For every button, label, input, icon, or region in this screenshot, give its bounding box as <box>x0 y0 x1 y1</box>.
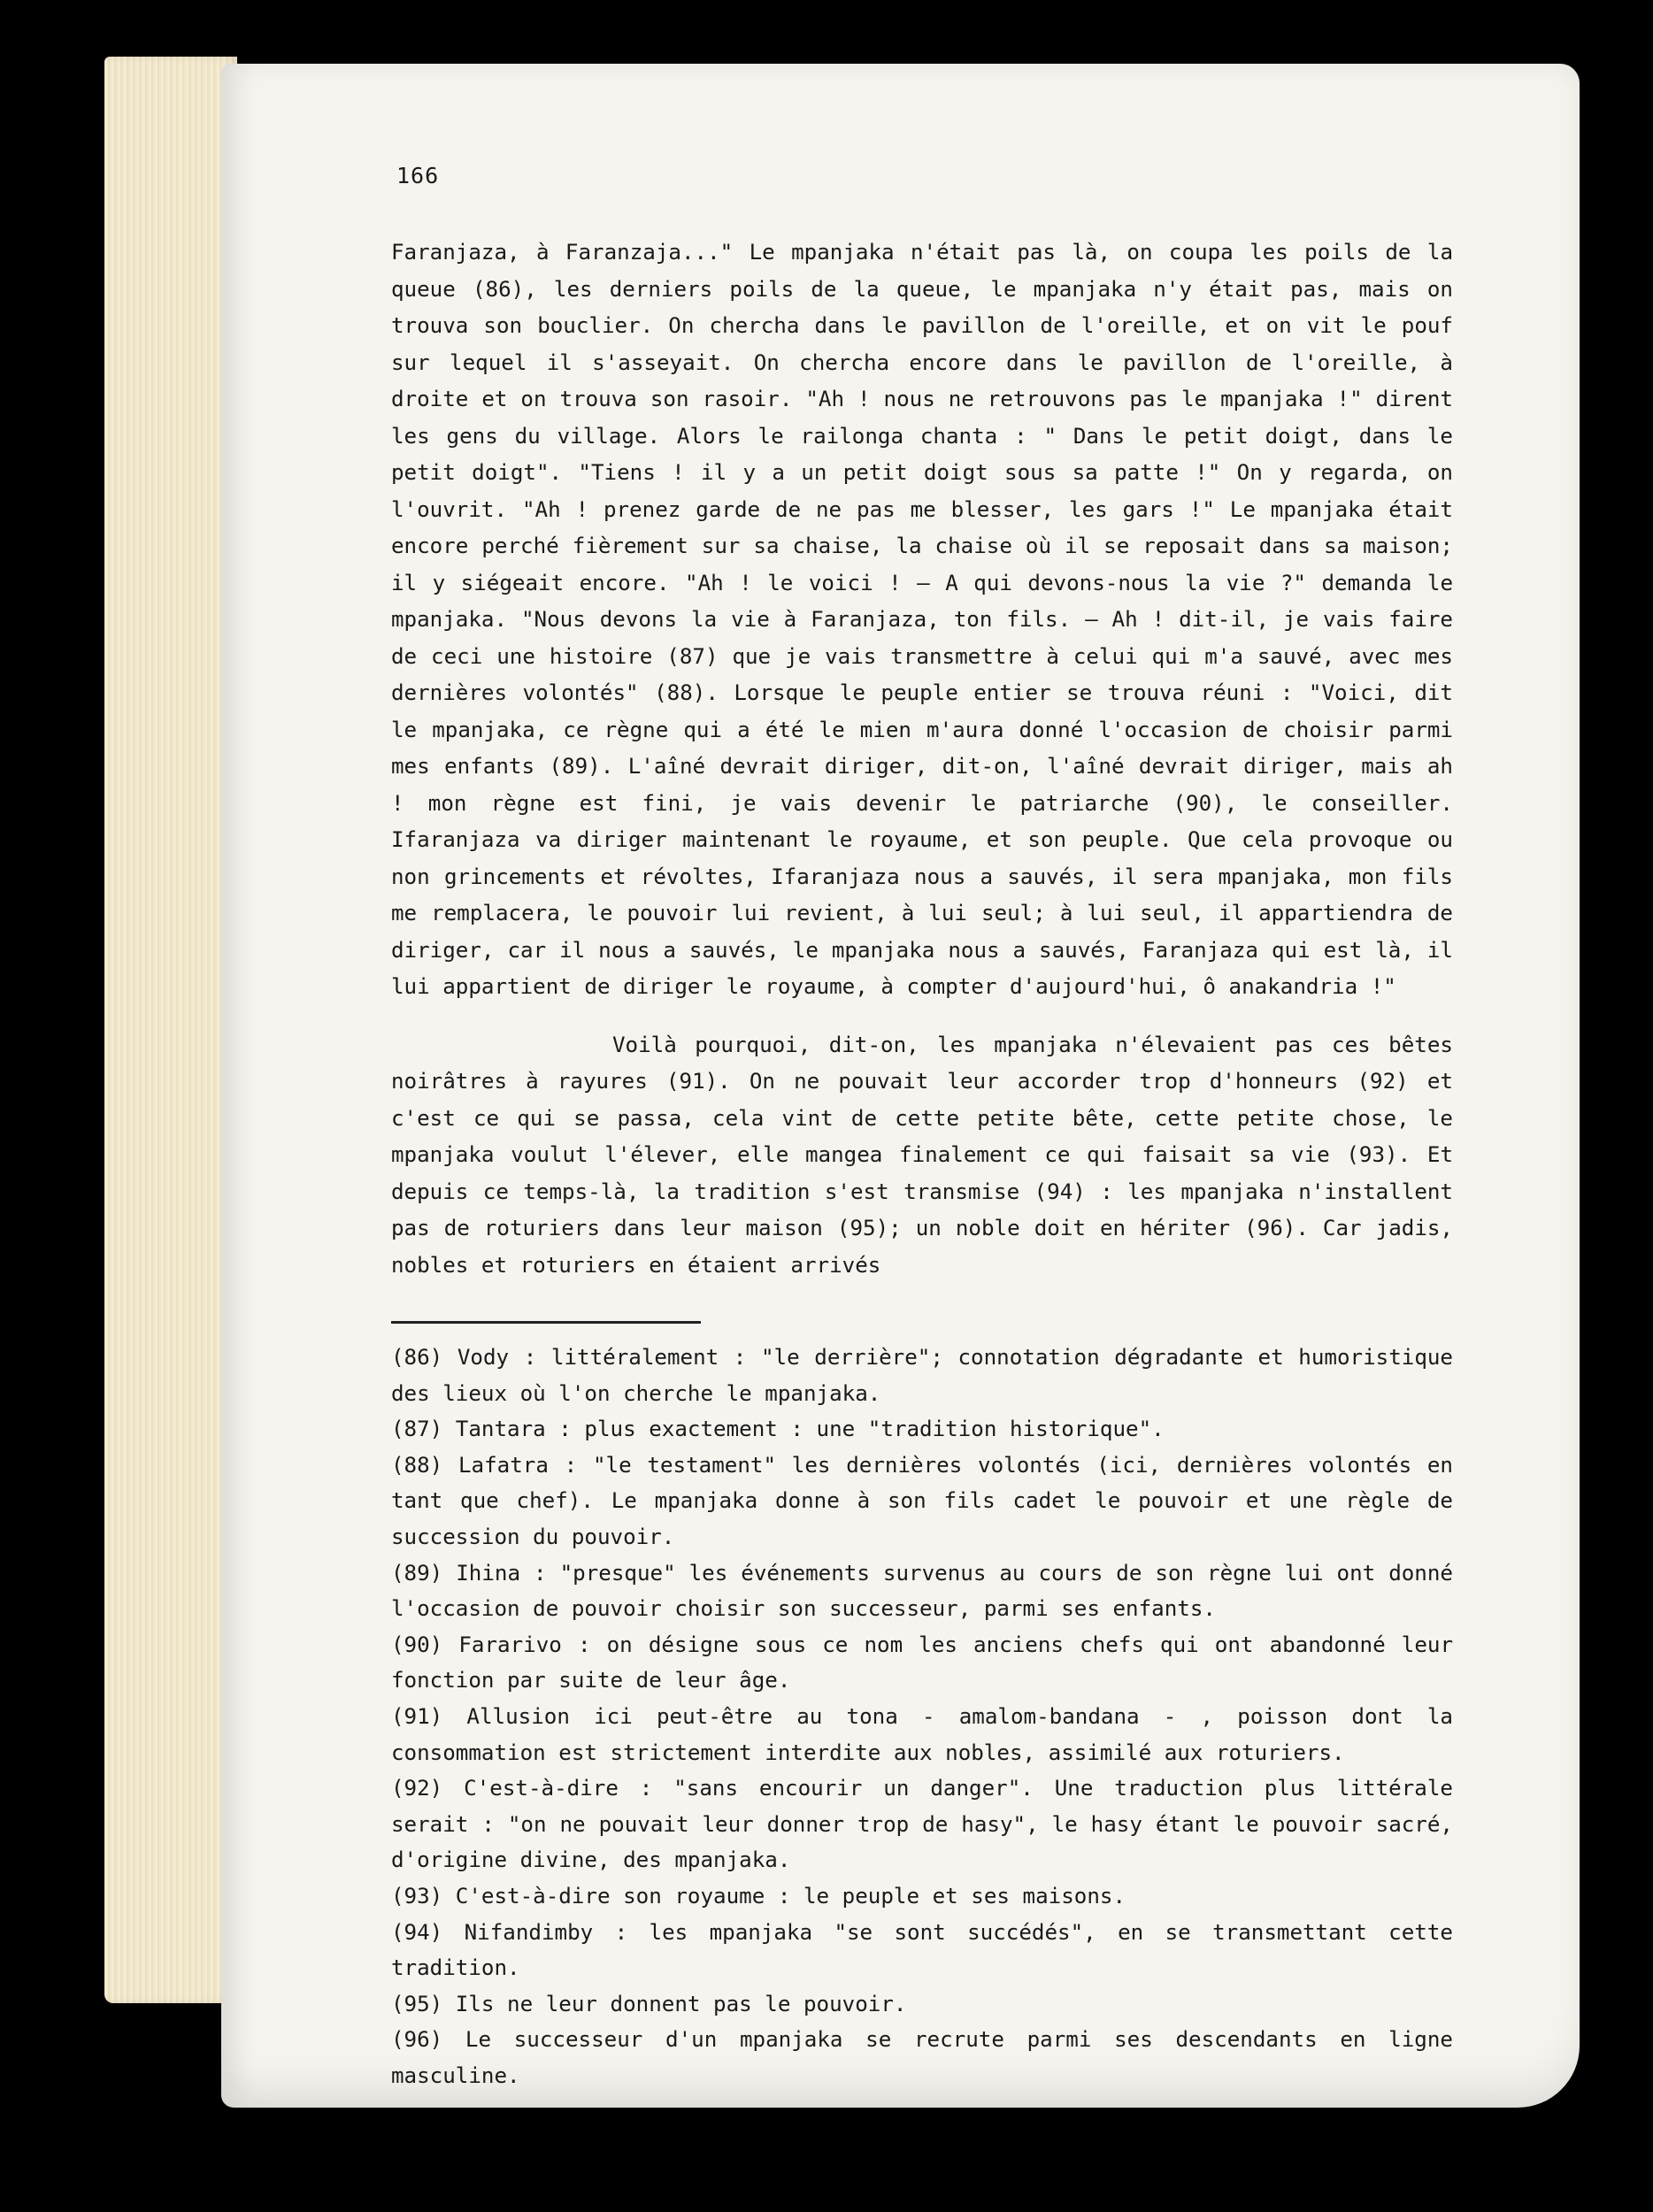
body-paragraph-1: Faranjaza, à Faranzaja..." Le mpanjaka n'était pas là, on coupa les poils de la queue (86), les derniers poils de la queue, le mpanjaka n'y était pas, mais on trouva son bouclier. On chercha dans le pavillon de l'oreille, et on vit le pouf sur lequel il s'asseyait. On chercha encore dans le pavillon de l'oreille, à droite et on trouva son rasoir. "Ah ! nous ne retrouvons pas le mpanjaka !" dirent les gens du village. Alors le railonga chanta : " Dans le petit doigt, dans le petit doigt". "Tiens ! il y a un petit doigt sous sa patte !" On y regarda, on l'ouvrit. "Ah ! prenez garde de ne pas me blesser, les gars !" Le mpanjaka était encore perché fièrement sur sa chaise, la chaise où il se reposait dans sa maison; il y siégeait encore. "Ah ! le voici ! — A qui devons-nous la vie ?" demanda le mpanjaka. "Nous devons la vie à Faranjaza, ton fils. — Ah ! dit-il, je vais faire de ceci une histoire (87) que je vais transmettre à celui qui m'a sauvé, avec mes dernières volontés" (88). Lorsque le peuple entier se trouva réuni : "Voici, dit le mpanjaka, ce règne qui a été le mien m'aura donné l'occasion de choisir parmi mes enfants (89). L'aîné devrait diriger, dit-on, l'aîné devrait diriger, mais ah ! mon règne est fini, je vais devenir le patriarche (90), le conseiller. Ifaranjaza va diriger maintenant le royaume, et son peuple. Que cela provoque ou non grincements et révoltes, Ifaranjaza nous a sauvés, il sera mpanjaka, mon fils me remplacera, le pouvoir lui revient, à lui seul; à lui seul, il appartiendra de diriger, car il nous a sauvés, le mpanjaka nous a sauvés, Faranjaza qui est là, il lui appartient de diriger le royaume, à compter d'aujourd'hui, ô anakandria !" <box>391 240 1453 999</box>
page-block-edge <box>104 57 237 2003</box>
footnote-95: (95) Ils ne leur donnent pas le pouvoir. <box>391 1991 907 2016</box>
footnote-separator <box>391 1321 701 1324</box>
footnote-87: (87) Tantara : plus exactement : une "tradition historique". <box>391 1417 1165 1442</box>
body-text <box>391 234 1453 1284</box>
footnote-96: (96) Le successeur d'un mpanjaka se recrute parmi ses descendants en ligne masculine. <box>391 2027 1453 2088</box>
footnotes <box>391 1340 1453 2093</box>
footnote-88: (88) Lafatra : "le testament" les dernières volontés (ici, dernières volontés en tant que chef). Le mpanjaka donne à son fils cadet le pouvoir et une règle de succession du pouvoir. <box>391 1452 1453 1549</box>
footnote-90: (90) Fararivo : on désigne sous ce nom les anciens chefs qui ont abandonné leur fonction par suite de leur âge. <box>391 1632 1453 1694</box>
footnote-91: (91) Allusion ici peut-être au tona - amalom-bandana - , poisson dont la consommation est strictement interdite aux nobles, assimilé aux roturiers. <box>391 1703 1453 1765</box>
footnote-86: (86) Vody : littéralement : "le derrière"; connotation dégradante et humoristique des lieux où l'on cherche le mpanjaka. <box>391 1345 1453 1406</box>
footnote-92: (92) C'est-à-dire : "sans encourir un danger". Une traduction plus littérale serait : "on ne pouvait leur donner trop de hasy", le hasy étant le pouvoir sacré, d'origine divine, des mpanjaka. <box>391 1776 1453 1873</box>
page-number: 166 <box>396 163 440 188</box>
footnote-89: (89) Ihina : "presque" les événements survenus au cours de son règne lui ont donné l'occasion de pouvoir choisir son successeur, parmi ses enfants. <box>391 1560 1453 1622</box>
footnote-93: (93) C'est-à-dire son royaume : le peuple et ses maisons. <box>391 1883 1126 1909</box>
page-content <box>391 163 1453 2093</box>
book-page <box>221 64 1580 2108</box>
footnote-94: (94) Nifandimby : les mpanjaka "se sont succédés", en se transmettant cette tradition. <box>391 1919 1453 1981</box>
body-paragraph-2: Voilà pourquoi, dit-on, les mpanjaka n'élevaient pas ces bêtes noirâtres à rayures (91). On ne pouvait leur accorder trop d'honneurs (92) et c'est ce qui se passa, cela vint de cette petite bête, cette petite chose, le mpanjaka voulut l'élever, elle mangea finalement ce qui faisait sa vie (93). Et depuis ce temps-là, la tradition s'est transmise (94) : les mpanjaka n'installent pas de roturiers dans leur maison (95); un noble doit en hériter (96). Car jadis, nobles et roturiers en étaient arrivés <box>391 1032 1453 1278</box>
